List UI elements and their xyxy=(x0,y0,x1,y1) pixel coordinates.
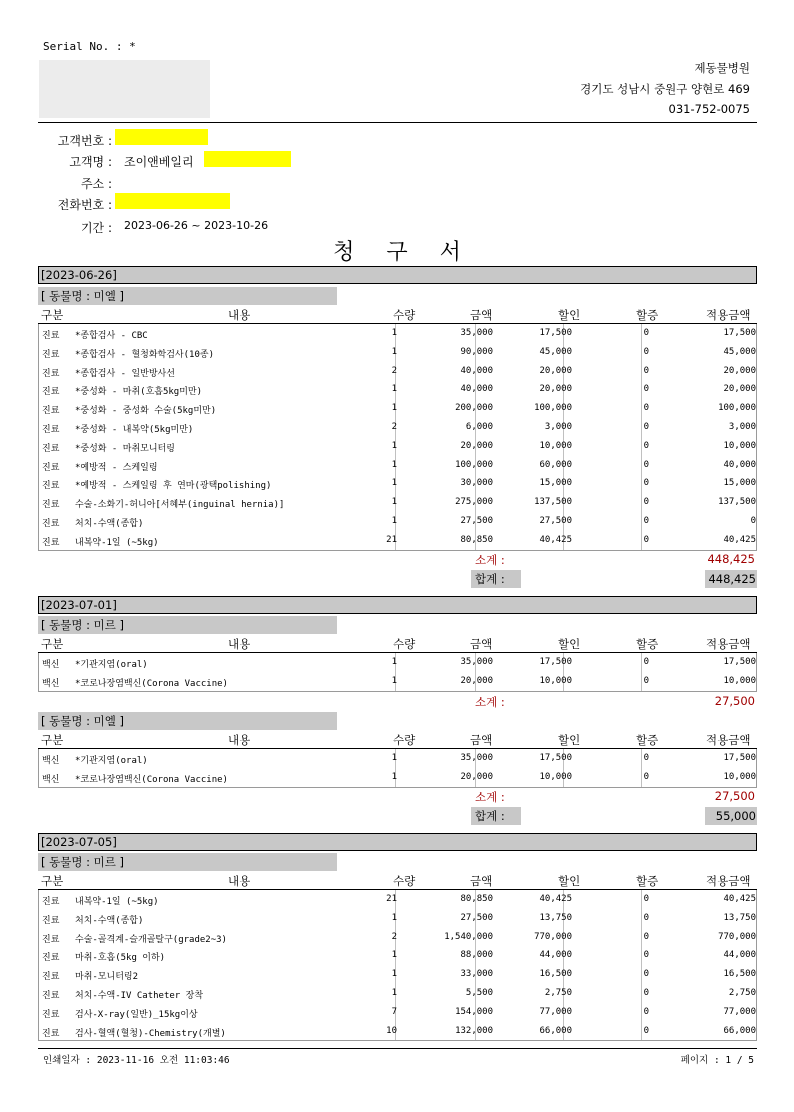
row-applied-amount: 770,000 xyxy=(718,931,756,942)
row-description: 수술-소화기-허니아[서혜부(inguinal hernia)] xyxy=(75,500,285,511)
row-surcharge: 0 xyxy=(643,534,649,545)
row-applied-amount: 44,000 xyxy=(723,950,756,961)
col-description: 내용 xyxy=(228,733,251,747)
row-amount: 1,540,000 xyxy=(444,931,493,942)
table-row xyxy=(39,437,756,456)
date-header: [2023-07-05] xyxy=(38,833,757,851)
hospital-address: 경기도 성남시 중원구 양현로 469 xyxy=(580,82,750,96)
row-description: 내복약-1일 (~5kg) xyxy=(75,537,159,548)
row-description: *예방적 - 스케일링 xyxy=(75,462,158,473)
row-surcharge: 0 xyxy=(643,987,649,998)
row-category: 진료 xyxy=(42,953,60,964)
row-amount: 35,000 xyxy=(460,657,493,667)
row-category: 진료 xyxy=(42,500,60,511)
row-category: 진료 xyxy=(42,915,60,926)
row-quantity: 2 xyxy=(391,421,397,432)
row-amount: 35,000 xyxy=(460,328,493,338)
row-surcharge: 0 xyxy=(643,478,649,489)
subtotal-label: 소계 : xyxy=(475,790,505,804)
row-amount: 5,500 xyxy=(465,987,493,998)
row-surcharge: 0 xyxy=(643,894,649,904)
row-applied-amount: 66,000 xyxy=(723,1025,756,1036)
row-surcharge: 0 xyxy=(643,403,649,414)
table-row xyxy=(39,1022,756,1041)
row-applied-amount: 17,500 xyxy=(723,328,756,338)
row-surcharge: 0 xyxy=(643,328,649,338)
customer-name: 조이앤베일리 xyxy=(124,155,194,169)
row-discount: 10,000 xyxy=(539,440,572,451)
col-applied: 적용금액 xyxy=(706,733,751,747)
row-surcharge: 0 xyxy=(643,1006,649,1017)
row-surcharge: 0 xyxy=(643,753,649,763)
row-discount: 2,750 xyxy=(544,987,572,998)
table-row xyxy=(39,418,756,437)
row-amount: 20,000 xyxy=(460,440,493,451)
row-applied-amount: 17,500 xyxy=(723,657,756,667)
col-discount: 할인 xyxy=(558,308,581,322)
row-category: 진료 xyxy=(42,462,60,473)
row-amount: 30,000 xyxy=(460,478,493,489)
row-description: *예방적 - 스케일링 후 연마(광택polishing) xyxy=(75,481,272,492)
invoice-table xyxy=(38,636,757,692)
total-label: 합계 : xyxy=(471,807,521,825)
row-surcharge: 0 xyxy=(643,440,649,451)
table-row xyxy=(39,456,756,475)
table-row xyxy=(39,909,756,928)
row-discount: 17,500 xyxy=(539,753,572,763)
row-description: 마취-모니터링2 xyxy=(75,972,139,983)
row-quantity: 1 xyxy=(391,950,397,961)
row-category: 진료 xyxy=(42,368,60,379)
row-applied-amount: 20,000 xyxy=(723,384,756,395)
row-applied-amount: 15,000 xyxy=(723,478,756,489)
row-surcharge: 0 xyxy=(643,365,649,376)
row-description: *종합검사 - 혈청화학검사(10종) xyxy=(75,349,214,360)
row-quantity: 1 xyxy=(391,771,397,782)
col-description: 내용 xyxy=(228,637,251,651)
print-date: 인쇄일자 : 2023-11-16 오전 11:03:46 xyxy=(43,1055,230,1066)
row-quantity: 1 xyxy=(391,675,397,686)
row-category: 백신 xyxy=(42,756,60,766)
row-discount: 20,000 xyxy=(539,365,572,376)
row-category: 진료 xyxy=(42,331,60,341)
col-category: 구분 xyxy=(41,308,64,322)
row-applied-amount: 10,000 xyxy=(723,440,756,451)
row-amount: 35,000 xyxy=(460,753,493,763)
table-row xyxy=(39,324,756,343)
row-quantity: 21 xyxy=(386,534,397,545)
row-discount: 40,425 xyxy=(539,894,572,904)
row-quantity: 1 xyxy=(391,969,397,980)
row-category: 진료 xyxy=(42,972,60,983)
total-value: 55,000 xyxy=(705,807,757,825)
redacted-customer-id xyxy=(115,129,208,145)
table-row xyxy=(39,343,756,362)
total-value: 448,425 xyxy=(705,570,757,588)
row-applied-amount: 20,000 xyxy=(723,365,756,376)
row-discount: 66,000 xyxy=(539,1025,572,1036)
row-surcharge: 0 xyxy=(643,969,649,980)
col-amount: 금액 xyxy=(470,637,493,651)
row-surcharge: 0 xyxy=(643,912,649,923)
row-surcharge: 0 xyxy=(643,771,649,782)
row-applied-amount: 100,000 xyxy=(718,403,756,414)
row-description: *중성화 - 마취모니터링 xyxy=(75,443,175,454)
row-amount: 88,000 xyxy=(460,950,493,961)
table-row xyxy=(39,474,756,493)
phone-label: 전화번호 : xyxy=(57,198,112,212)
row-description: 수술-골격계-슬개골탈구(grade2~3) xyxy=(75,934,227,945)
row-discount: 16,500 xyxy=(539,969,572,980)
hospital-name: 제동물병원 xyxy=(694,61,750,75)
row-quantity: 1 xyxy=(391,987,397,998)
row-applied-amount: 3,000 xyxy=(728,421,756,432)
row-description: 처치-수액(종합) xyxy=(75,915,144,926)
table-row xyxy=(39,749,756,768)
row-category: 진료 xyxy=(42,897,60,907)
row-amount: 40,000 xyxy=(460,365,493,376)
invoice-table xyxy=(38,873,757,1041)
row-discount: 27,500 xyxy=(539,515,572,526)
row-surcharge: 0 xyxy=(643,657,649,667)
row-applied-amount: 40,425 xyxy=(723,894,756,904)
row-description: 검사-X-ray(일반)_15kg이상 xyxy=(75,1009,198,1020)
col-applied: 적용금액 xyxy=(706,637,751,651)
row-description: *기관지염(oral) xyxy=(75,756,148,766)
row-quantity: 10 xyxy=(386,1025,397,1036)
table-body xyxy=(38,324,757,551)
row-applied-amount: 2,750 xyxy=(728,987,756,998)
row-description: 처치-수액(종합) xyxy=(75,518,144,529)
redacted-phone xyxy=(115,193,230,209)
col-description: 내용 xyxy=(228,308,251,322)
row-applied-amount: 40,425 xyxy=(723,534,756,545)
table-row xyxy=(39,399,756,418)
row-description: *코로나장염백신(Corona Vaccine) xyxy=(75,678,228,689)
row-discount: 40,425 xyxy=(539,534,572,545)
col-applied: 적용금액 xyxy=(706,308,751,322)
row-quantity: 1 xyxy=(391,515,397,526)
row-amount: 20,000 xyxy=(460,675,493,686)
table-row xyxy=(39,768,756,787)
table-row xyxy=(39,928,756,947)
row-amount: 132,000 xyxy=(455,1025,493,1036)
row-discount: 77,000 xyxy=(539,1006,572,1017)
table-header xyxy=(38,636,757,653)
row-applied-amount: 13,750 xyxy=(723,912,756,923)
table-row xyxy=(39,965,756,984)
row-description: *종합검사 - CBC xyxy=(75,331,148,341)
row-discount: 137,500 xyxy=(534,497,572,508)
table-row xyxy=(39,362,756,381)
row-category: 진료 xyxy=(42,934,60,945)
header-divider xyxy=(38,122,757,123)
row-discount: 13,750 xyxy=(539,912,572,923)
period-label: 기간 : xyxy=(80,221,112,235)
col-discount: 할인 xyxy=(558,733,581,747)
row-category: 백신 xyxy=(42,660,60,670)
table-row xyxy=(39,531,756,550)
row-category: 진료 xyxy=(42,481,60,492)
col-amount: 금액 xyxy=(470,874,493,888)
page-number: 페이지 : 1 / 5 xyxy=(680,1055,754,1066)
logo-placeholder xyxy=(39,60,210,118)
col-surcharge: 할증 xyxy=(636,637,659,651)
row-applied-amount: 10,000 xyxy=(723,675,756,686)
col-amount: 금액 xyxy=(470,308,493,322)
row-quantity: 7 xyxy=(391,1006,397,1017)
row-category: 백신 xyxy=(42,774,60,785)
row-amount: 27,500 xyxy=(460,515,493,526)
row-description: *코로나장염백신(Corona Vaccine) xyxy=(75,774,228,785)
row-amount: 200,000 xyxy=(455,403,493,414)
row-amount: 100,000 xyxy=(455,459,493,470)
row-discount: 15,000 xyxy=(539,478,572,489)
row-category: 진료 xyxy=(42,537,60,548)
row-applied-amount: 40,000 xyxy=(723,459,756,470)
row-surcharge: 0 xyxy=(643,1025,649,1036)
period-value: 2023-06-26 ~ 2023-10-26 xyxy=(124,219,269,232)
table-body xyxy=(38,749,757,788)
customer-id-label: 고객번호 : xyxy=(57,134,112,148)
col-discount: 할인 xyxy=(558,874,581,888)
row-surcharge: 0 xyxy=(643,675,649,686)
row-category: 진료 xyxy=(42,518,60,529)
row-amount: 27,500 xyxy=(460,912,493,923)
document-title: 청구서 xyxy=(333,240,493,265)
total-label: 합계 : xyxy=(471,570,521,588)
invoice-table xyxy=(38,732,757,788)
subtotal-label: 소계 : xyxy=(475,553,505,567)
row-quantity: 21 xyxy=(386,894,397,904)
row-quantity: 1 xyxy=(391,384,397,395)
redacted-customer-name xyxy=(204,151,291,167)
row-surcharge: 0 xyxy=(643,515,649,526)
row-applied-amount: 0 xyxy=(750,515,756,526)
row-discount: 17,500 xyxy=(539,657,572,667)
animal-header: [ 동물명 : 미엘 ] xyxy=(38,287,337,305)
table-header xyxy=(38,873,757,890)
table-row xyxy=(39,493,756,512)
row-discount: 45,000 xyxy=(539,346,572,357)
invoice-table xyxy=(38,307,757,551)
col-surcharge: 할증 xyxy=(636,308,659,322)
row-quantity: 1 xyxy=(391,346,397,357)
col-amount: 금액 xyxy=(470,733,493,747)
row-description: 마취-호흡(5kg 이하) xyxy=(75,953,166,964)
row-quantity: 1 xyxy=(391,912,397,923)
row-surcharge: 0 xyxy=(643,950,649,961)
row-description: 처치-수액-IV Catheter 장착 xyxy=(75,990,204,1001)
row-surcharge: 0 xyxy=(643,421,649,432)
row-description: *중성화 - 마취(호흡5kg미만) xyxy=(75,387,203,398)
row-surcharge: 0 xyxy=(643,459,649,470)
row-quantity: 1 xyxy=(391,657,397,667)
row-discount: 3,000 xyxy=(544,421,572,432)
row-surcharge: 0 xyxy=(643,931,649,942)
row-quantity: 2 xyxy=(391,365,397,376)
row-quantity: 1 xyxy=(391,753,397,763)
row-discount: 44,000 xyxy=(539,950,572,961)
row-discount: 17,500 xyxy=(539,328,572,338)
animal-header: [ 동물명 : 미르 ] xyxy=(38,616,337,634)
row-discount: 20,000 xyxy=(539,384,572,395)
row-amount: 275,000 xyxy=(455,497,493,508)
col-discount: 할인 xyxy=(558,637,581,651)
row-applied-amount: 17,500 xyxy=(723,753,756,763)
row-quantity: 1 xyxy=(391,478,397,489)
row-category: 진료 xyxy=(42,1028,60,1039)
row-applied-amount: 10,000 xyxy=(723,771,756,782)
row-quantity: 1 xyxy=(391,497,397,508)
table-row xyxy=(39,512,756,531)
row-category: 진료 xyxy=(42,387,60,398)
row-surcharge: 0 xyxy=(643,384,649,395)
row-quantity: 1 xyxy=(391,403,397,414)
address-label: 주소 : xyxy=(80,177,112,191)
table-header xyxy=(38,307,757,324)
subtotal-value: 448,425 xyxy=(707,552,755,566)
table-row xyxy=(39,946,756,965)
row-applied-amount: 137,500 xyxy=(718,497,756,508)
row-description: 내복약-1일 (~5kg) xyxy=(75,897,159,907)
subtotal-value: 27,500 xyxy=(714,694,755,708)
row-discount: 60,000 xyxy=(539,459,572,470)
row-amount: 154,000 xyxy=(455,1006,493,1017)
row-discount: 100,000 xyxy=(534,403,572,414)
col-surcharge: 할증 xyxy=(636,874,659,888)
hospital-phone: 031-752-0075 xyxy=(668,102,750,116)
row-description: *종합검사 - 일반방사선 xyxy=(75,368,175,379)
row-category: 진료 xyxy=(42,990,60,1001)
col-category: 구분 xyxy=(41,733,64,747)
date-header: [2023-06-26] xyxy=(38,266,757,284)
date-header: [2023-07-01] xyxy=(38,596,757,614)
row-amount: 90,000 xyxy=(460,346,493,357)
animal-header: [ 동물명 : 미르 ] xyxy=(38,853,337,871)
row-category: 진료 xyxy=(42,443,60,454)
row-description: *중성화 - 중성화 수술(5kg미만) xyxy=(75,406,217,417)
col-description: 내용 xyxy=(228,874,251,888)
row-description: *기관지염(oral) xyxy=(75,660,148,670)
row-quantity: 1 xyxy=(391,459,397,470)
row-amount: 6,000 xyxy=(465,421,493,432)
customer-name-label: 고객명 : xyxy=(69,155,112,169)
table-row xyxy=(39,984,756,1003)
animal-header: [ 동물명 : 미엘 ] xyxy=(38,712,337,730)
row-quantity: 1 xyxy=(391,440,397,451)
table-row xyxy=(39,890,756,909)
row-category: 진료 xyxy=(42,424,60,435)
col-quantity: 수량 xyxy=(393,874,416,888)
row-applied-amount: 45,000 xyxy=(723,346,756,357)
col-surcharge: 할증 xyxy=(636,733,659,747)
row-category: 백신 xyxy=(42,678,60,689)
row-amount: 80,850 xyxy=(460,894,493,904)
col-applied: 적용금액 xyxy=(706,874,751,888)
col-quantity: 수량 xyxy=(393,308,416,322)
row-amount: 80,850 xyxy=(460,534,493,545)
row-description: 검사-혈액(혈청)-Chemistry(개별) xyxy=(75,1028,226,1039)
col-quantity: 수량 xyxy=(393,733,416,747)
row-category: 진료 xyxy=(42,406,60,417)
row-quantity: 2 xyxy=(391,931,397,942)
row-amount: 33,000 xyxy=(460,969,493,980)
table-body xyxy=(38,890,757,1041)
col-category: 구분 xyxy=(41,874,64,888)
row-surcharge: 0 xyxy=(643,497,649,508)
col-quantity: 수량 xyxy=(393,637,416,651)
table-row xyxy=(39,653,756,672)
row-amount: 20,000 xyxy=(460,771,493,782)
row-discount: 10,000 xyxy=(539,771,572,782)
table-body xyxy=(38,653,757,692)
row-category: 진료 xyxy=(42,1009,60,1020)
row-surcharge: 0 xyxy=(643,346,649,357)
subtotal-value: 27,500 xyxy=(714,789,755,803)
row-applied-amount: 16,500 xyxy=(723,969,756,980)
row-quantity: 1 xyxy=(391,328,397,338)
table-row xyxy=(39,1003,756,1022)
row-description: *중성화 - 내복약(5kg미만) xyxy=(75,424,194,435)
row-discount: 770,000 xyxy=(534,931,572,942)
footer-divider xyxy=(38,1048,757,1049)
table-row xyxy=(39,380,756,399)
row-applied-amount: 77,000 xyxy=(723,1006,756,1017)
col-category: 구분 xyxy=(41,637,64,651)
table-header xyxy=(38,732,757,749)
row-amount: 40,000 xyxy=(460,384,493,395)
row-category: 진료 xyxy=(42,349,60,360)
serial-number: Serial No. : * xyxy=(43,40,136,53)
row-discount: 10,000 xyxy=(539,675,572,686)
table-row xyxy=(39,672,756,691)
subtotal-label: 소계 : xyxy=(475,695,505,709)
